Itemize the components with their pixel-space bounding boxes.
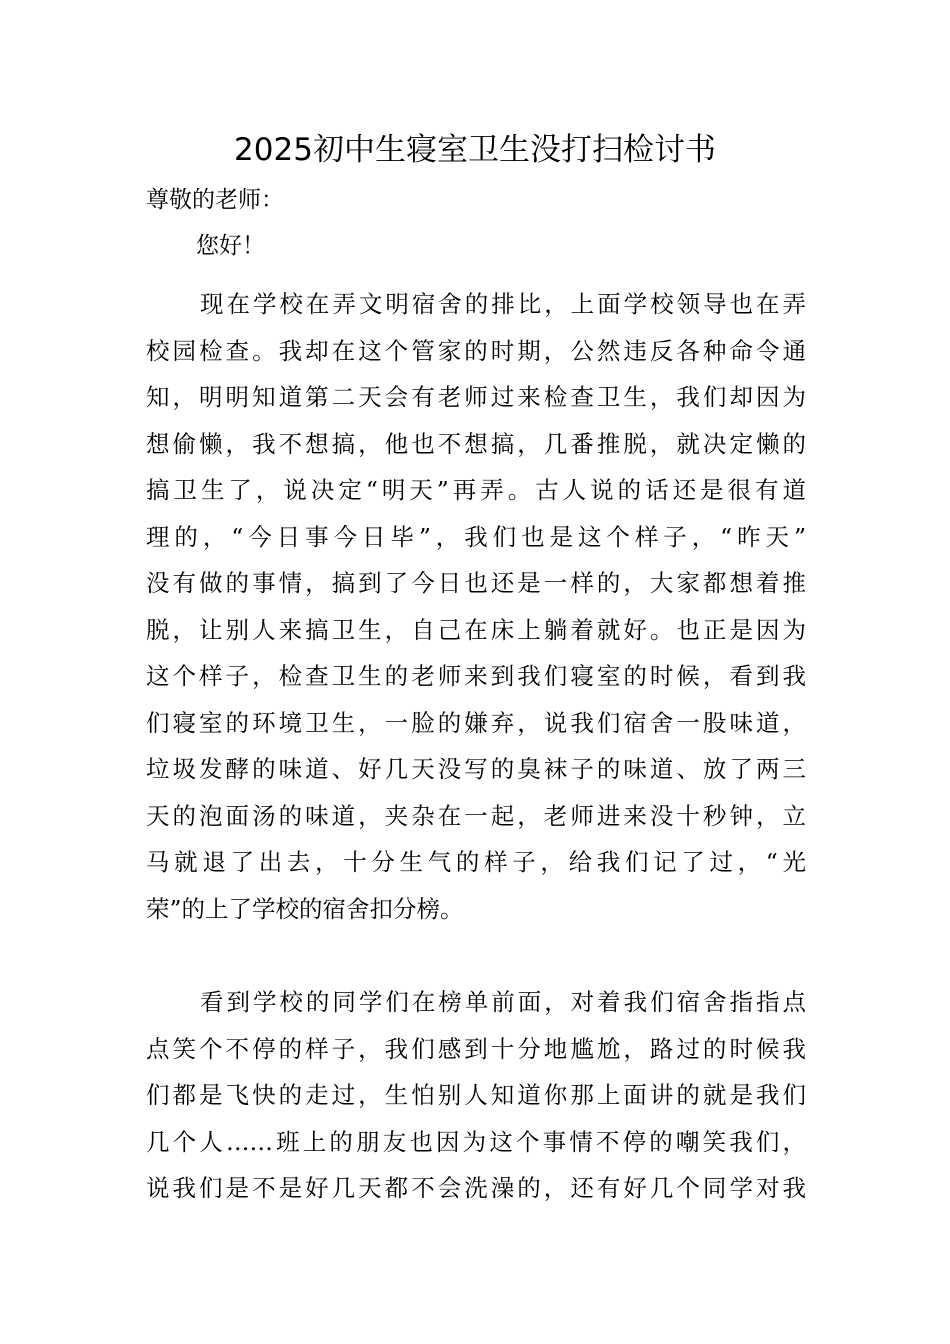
paragraph-line: 说我们是不是好几天都不会洗澡的，还有好几个同学对我 [146, 1174, 806, 1202]
paragraph-line: 马就退了出去，十分生气的样子，给我们记了过，“光 [146, 848, 806, 876]
paragraph-line: 搞卫生了，说决定“明天”再弄。古人说的话还是很有道 [146, 476, 806, 504]
paragraph-line: 点笑个不停的样子，我们感到十分地尴尬，路过的时候我 [146, 1034, 806, 1063]
paragraph-line: 看到学校的同学们在榜单前面，对着我们宿舍指指点 [200, 988, 806, 1016]
paragraph-line: 荣”的上了学校的宿舍扣分榜。 [146, 894, 464, 923]
paragraph-line: 校园检查。我却在这个管家的时期，公然违反各种命令通 [146, 336, 806, 365]
paragraph-line: 脱，让别人来搞卫生，自己在床上躺着就好。也正是因为 [146, 615, 806, 644]
salutation: 尊敬的老师： [146, 187, 284, 213]
body-paragraph-2 [146, 979, 806, 1212]
paragraph-line: 现在学校在弄文明宿舍的排比，上面学校领导也在弄 [200, 290, 806, 318]
paragraph-line: 们寝室的环境卫生，一脸的嫌弃，说我们宿舍一股味道， [146, 708, 806, 737]
paragraph-line: 想偷懒，我不想搞，他也不想搞，几番推脱，就决定懒的 [146, 429, 806, 458]
paragraph-line: 天的泡面汤的味道，夹杂在一起，老师进来没十秒钟，立 [146, 801, 806, 830]
document-title: 2025初中生寝室卫生没打扫检讨书 [234, 132, 716, 168]
paragraph-line: 知，明明知道第二天会有老师过来检查卫生，我们却因为 [146, 383, 806, 411]
greeting: 您好！ [196, 233, 265, 259]
paragraph-line: 们都是飞快的走过，生怕别人知道你那上面讲的就是我们 [146, 1081, 806, 1109]
paragraph-line: 理的，“今日事今日毕”，我们也是这个样子，“昨天” [146, 522, 806, 551]
paragraph-line: 没有做的事情，搞到了今日也还是一样的，大家都想着推 [146, 569, 806, 597]
body-paragraph-1 [146, 281, 806, 932]
paragraph-line: 几个人……班上的朋友也因为这个事情不停的嘲笑我们， [146, 1127, 806, 1156]
paragraph-line: 这个样子，检查卫生的老师来到我们寝室的时候，看到我 [146, 662, 806, 690]
paragraph-line: 垃圾发酵的味道、好几天没写的臭袜子的味道、放了两三 [146, 755, 806, 783]
